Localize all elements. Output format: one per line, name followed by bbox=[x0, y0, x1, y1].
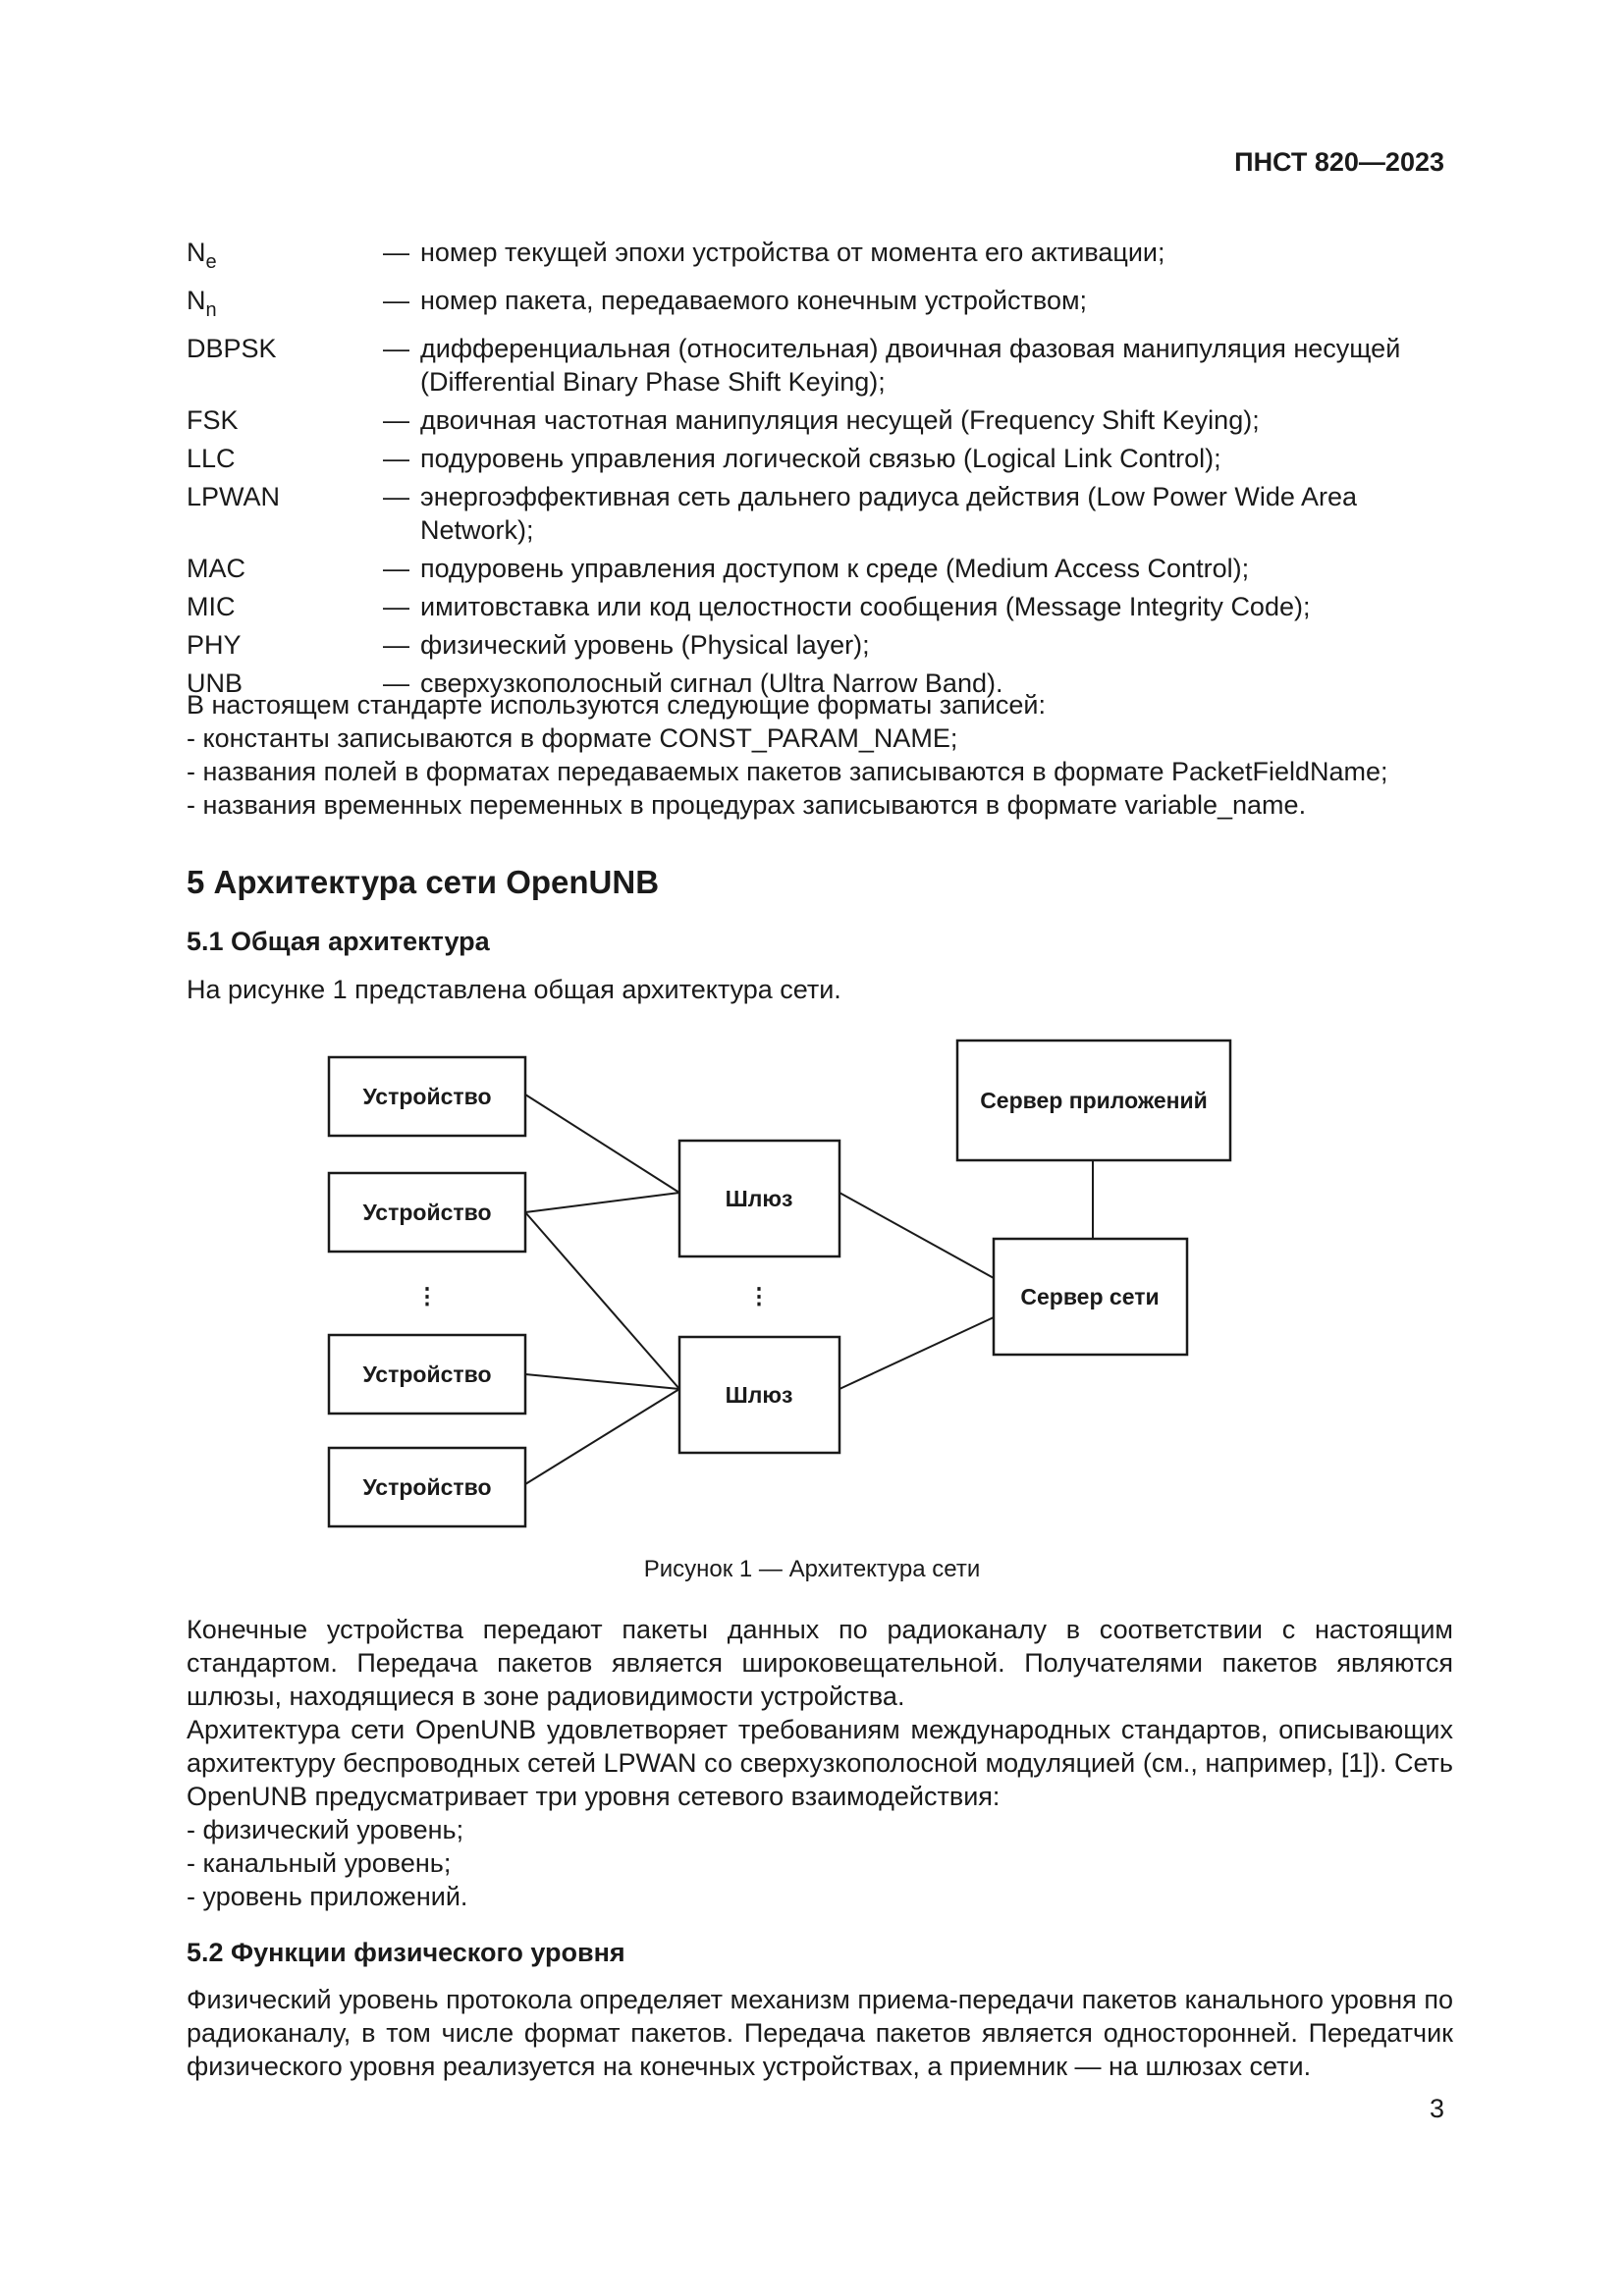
subsection-heading: 5.2 Функции физического уровня bbox=[187, 1938, 625, 1967]
device-label: Устройство bbox=[362, 1200, 492, 1225]
dash: — bbox=[383, 668, 409, 698]
formats-intro: В настоящем стандарте используются следующие форматы записей: bbox=[187, 690, 1046, 720]
dash: — bbox=[383, 592, 409, 621]
network-architecture-diagram bbox=[324, 1031, 1237, 1541]
paragraph bbox=[116, 1983, 1453, 2083]
subsection-heading: 5.1 Общая архитектура bbox=[187, 927, 490, 956]
link-line bbox=[525, 1193, 679, 1212]
link-line bbox=[525, 1389, 679, 1484]
device-label: Устройство bbox=[362, 1362, 492, 1387]
dash: — bbox=[383, 444, 409, 473]
network-server-label: Сервер сети bbox=[1020, 1284, 1160, 1309]
dash: — bbox=[383, 630, 409, 660]
abbreviation-row bbox=[187, 480, 1443, 547]
dash: — bbox=[383, 334, 409, 363]
abbreviation-row bbox=[187, 442, 1443, 475]
device-label: Устройство bbox=[362, 1474, 492, 1500]
section-heading: 5 Архитектура сети OpenUNB bbox=[187, 864, 660, 900]
document-id: ПНСТ 820—2023 bbox=[1234, 147, 1444, 177]
abbreviation-term: $N_n$ bbox=[187, 286, 217, 321]
link-line bbox=[525, 1374, 679, 1389]
abbreviation-row bbox=[187, 236, 1443, 279]
paragraph-text: Конечные устройства передают пакеты данных по радиоканалу в соответствии с настоящим стандартом. Передача пакетов является широковещательной. Получателями пакетов являются шлюзы, находящиеся в зоне радиовидимости устройства. bbox=[187, 1615, 1453, 1711]
abbreviation-term: FSK bbox=[187, 405, 239, 435]
abbreviation-term: PHY bbox=[187, 630, 242, 660]
abbreviation-definition: номер текущей эпохи устройства от момента его активации; bbox=[420, 238, 1165, 267]
levels-list bbox=[187, 1813, 467, 1913]
abbreviation-term: MIC bbox=[187, 592, 236, 621]
abbreviation-row bbox=[187, 284, 1443, 327]
formats-item: - названия временных переменных в процедурах записываются в формате variable_name. bbox=[187, 790, 1307, 820]
abbreviation-term: DBPSK bbox=[187, 334, 277, 363]
abbreviation-definition: физический уровень (Physical layer); bbox=[420, 630, 870, 660]
abbreviation-term: LLC bbox=[187, 444, 236, 473]
paragraph-text: Архитектура сети OpenUNB удовлетворяет требованиям международных стандартов, описывающих архитектуру беспроводных сетей LPWAN со сверхузкополосной модуляцией (см., например, [1]). Сеть OpenUNB предусматривает три уровня сетевого взаимодействия: bbox=[187, 1715, 1453, 1811]
abbreviation-row bbox=[187, 552, 1443, 585]
abbreviation-definition: подуровень управления логической связью (Logical Link Control); bbox=[420, 444, 1221, 473]
abbreviation-definition: имитовставка или код целостности сообщения (Message Integrity Code); bbox=[420, 592, 1311, 621]
abbreviation-term: $N_e$ bbox=[187, 238, 217, 273]
link-line bbox=[525, 1212, 679, 1389]
list-item: - физический уровень; bbox=[187, 1815, 464, 1844]
paragraph bbox=[116, 1613, 1453, 1813]
abbreviation-definition: подуровень управления доступом к среде (Medium Access Control); bbox=[420, 554, 1250, 583]
abbreviation-term: LPWAN bbox=[187, 482, 281, 511]
abbreviation-row bbox=[187, 332, 1443, 399]
abbreviation-definition: дифференциальная (относительная) двоичная фазовая манипуляция несущей (Differential Binary Phase Shift Keying); bbox=[420, 334, 1401, 397]
list-item: - канальный уровень; bbox=[187, 1848, 452, 1878]
abbreviation-definition: двоичная частотная манипуляция несущей (Frequency Shift Keying); bbox=[420, 405, 1260, 435]
ellipsis-icon: ⋮ bbox=[747, 1283, 771, 1308]
dash: — bbox=[383, 286, 409, 315]
abbreviation-term: UNB bbox=[187, 668, 244, 698]
formats-item: - константы записываются в формате CONST_PARAM_NAME; bbox=[187, 723, 958, 753]
dash: — bbox=[383, 238, 409, 267]
link-line bbox=[525, 1095, 679, 1193]
formats-item: - названия полей в форматах передаваемых пакетов записываются в формате PacketFieldName; bbox=[187, 757, 1388, 786]
gateway-label: Шлюз bbox=[725, 1382, 793, 1408]
abbreviation-definition: номер пакета, передаваемого конечным устройством; bbox=[420, 286, 1088, 315]
paragraph-text: Физический уровень протокола определяет механизм приема-передачи пакетов канального уровня по радиоканалу, в том числе формат пакетов. Передача пакетов является односторонней. Передатчик физического уровня реализуется на конечных устройствах, а приемник — на шлюзах сети. bbox=[187, 1985, 1453, 2081]
abbreviation-row bbox=[187, 628, 1443, 662]
figure-caption: Рисунок 1 — Архитектура сети bbox=[643, 1556, 981, 1582]
dash: — bbox=[383, 482, 409, 511]
dash: — bbox=[383, 554, 409, 583]
dash: — bbox=[383, 405, 409, 435]
figure-intro: На рисунке 1 представлена общая архитектура сети. bbox=[187, 975, 841, 1004]
abbreviation-term: MAC bbox=[187, 554, 245, 583]
link-line bbox=[839, 1193, 994, 1278]
formats-block bbox=[187, 688, 1453, 822]
link-line bbox=[839, 1317, 994, 1389]
abbreviation-definition: сверхузкополосный сигнал (Ultra Narrow Band). bbox=[420, 668, 1003, 698]
gateway-label: Шлюз bbox=[725, 1186, 793, 1211]
app-server-label: Сервер приложений bbox=[980, 1088, 1208, 1113]
list-item: - уровень приложений. bbox=[187, 1882, 468, 1911]
abbreviation-row bbox=[187, 403, 1443, 437]
device-label: Устройство bbox=[362, 1084, 492, 1109]
abbreviation-definition: энергоэффективная сеть дальнего радиуса действия (Low Power Wide Area Network); bbox=[420, 482, 1357, 545]
page-number: 3 bbox=[1429, 2094, 1444, 2123]
abbreviation-row bbox=[187, 590, 1443, 623]
ellipsis-icon: ⋮ bbox=[415, 1283, 439, 1308]
abbreviation-list bbox=[187, 236, 1443, 705]
